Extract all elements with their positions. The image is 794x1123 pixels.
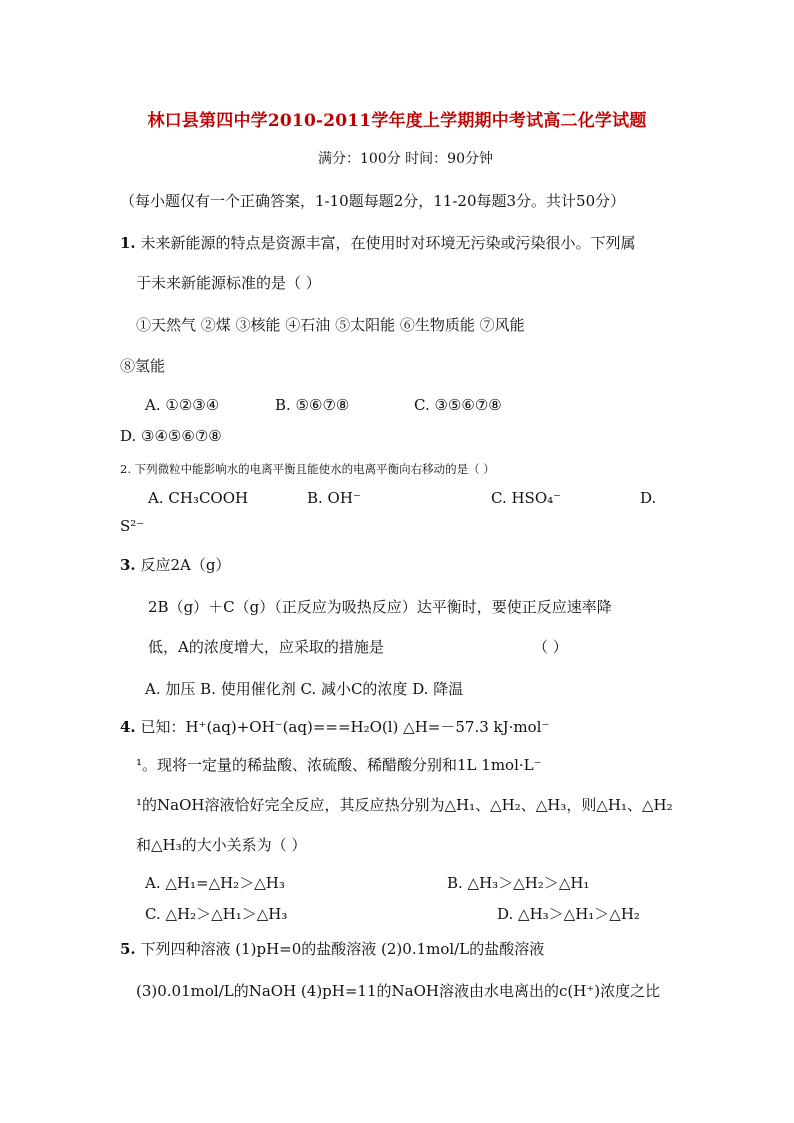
question-4-option-d: D. △H₃＞△H₁＞△H₂ <box>497 905 640 923</box>
question-4-stem-2: ¹。现将一定量的稀盐酸、浓硫酸、稀醋酸分别和1L 1mol·L⁻ <box>136 756 542 774</box>
question-4-number: 4. <box>120 718 136 736</box>
question-4-option-b: B. △H₃＞△H₂＞△H₁ <box>447 874 590 892</box>
question-1-option-c: C. ③⑤⑥⑦⑧ <box>414 396 502 414</box>
question-3-stem-3: 低，A的浓度增大，应采取的措施是 <box>148 638 384 656</box>
question-3-stem-2: 2B（g）＋C（g）（正反应为吸热反应）达平衡时，要使正反应速率降 <box>148 598 612 616</box>
question-4-option-c: C. △H₂＞△H₁＞△H₃ <box>145 905 288 923</box>
question-4-stem-4: 和△H₃的大小关系为（ ） <box>136 836 307 854</box>
question-2-option-b: B. OH⁻ <box>307 489 361 507</box>
question-3-options: A. 加压 B. 使用催化剂 C. 减小C的浓度 D. 降温 <box>145 680 464 698</box>
question-3-line-1 <box>120 556 230 574</box>
question-1-line-1 <box>120 234 635 252</box>
question-2-option-d-value: S²⁻ <box>120 517 145 535</box>
question-2-option-c: C. HSO₄⁻ <box>491 489 562 507</box>
question-2-option-a: A. CH₃COOH <box>148 489 249 507</box>
question-2-option-d: D. <box>640 489 657 507</box>
exam-title: 林口县第四中学2010-2011学年度上学期期中考试高二化学试题 <box>147 111 647 131</box>
question-1-stem-2: 于未来新能源标准的是（ ） <box>136 274 321 292</box>
question-5-stem-2: (3)0.01mol/L的NaOH (4)pH=11的NaOH溶液由水电离出的c(H⁺)浓度之比 <box>136 982 661 1000</box>
question-4-stem-3: ¹的NaOH溶液恰好完全反应，其反应热分别为△H₁、△H₂、△H₃，则△H₁、△H₂ <box>136 796 673 814</box>
instructions: （每小题仅有一个正确答案，1-10题每题2分，11-20每题3分。共计50分） <box>120 192 626 210</box>
score-time-line: 满分：100分 时间：90分钟 <box>318 151 493 167</box>
question-3-answer-paren: （ ） <box>533 638 568 656</box>
question-5-stem-1: 下列四种溶液 (1)pH=0的盐酸溶液 (2)0.1mol/L的盐酸溶液 <box>140 940 545 958</box>
question-2-stem: 2. 下列微粒中能影响水的电离平衡且能使水的电离平衡向右移动的是（ ） <box>120 462 495 476</box>
question-1-option-b: B. ⑤⑥⑦⑧ <box>275 396 350 414</box>
question-1-stem-1: 未来新能源的特点是资源丰富，在使用时对环境无污染或污染很小。下列属 <box>140 234 636 252</box>
question-1-number: 1. <box>120 234 136 252</box>
question-4-line-1 <box>120 718 549 736</box>
question-4-stem-1: 已知：H⁺(aq)+OH⁻(aq)===H₂O(l) △H=－57.3 kJ·mol⁻ <box>140 718 550 736</box>
question-3-number: 3. <box>120 556 136 574</box>
question-1-option-a: A. ①②③④ <box>145 396 220 414</box>
question-1-items-cont: ⑧氢能 <box>120 357 166 375</box>
question-1-option-d: D. ③④⑤⑥⑦⑧ <box>120 427 222 445</box>
question-4-option-a: A. △H₁=△H₂＞△H₃ <box>145 874 285 892</box>
question-3-stem-1: 反应2A（g） <box>140 556 231 574</box>
question-1-items: ①天然气 ②煤 ③核能 ④石油 ⑤太阳能 ⑥生物质能 ⑦风能 <box>136 316 525 334</box>
question-5-number: 5. <box>120 940 136 958</box>
question-5-line-1 <box>120 940 544 958</box>
